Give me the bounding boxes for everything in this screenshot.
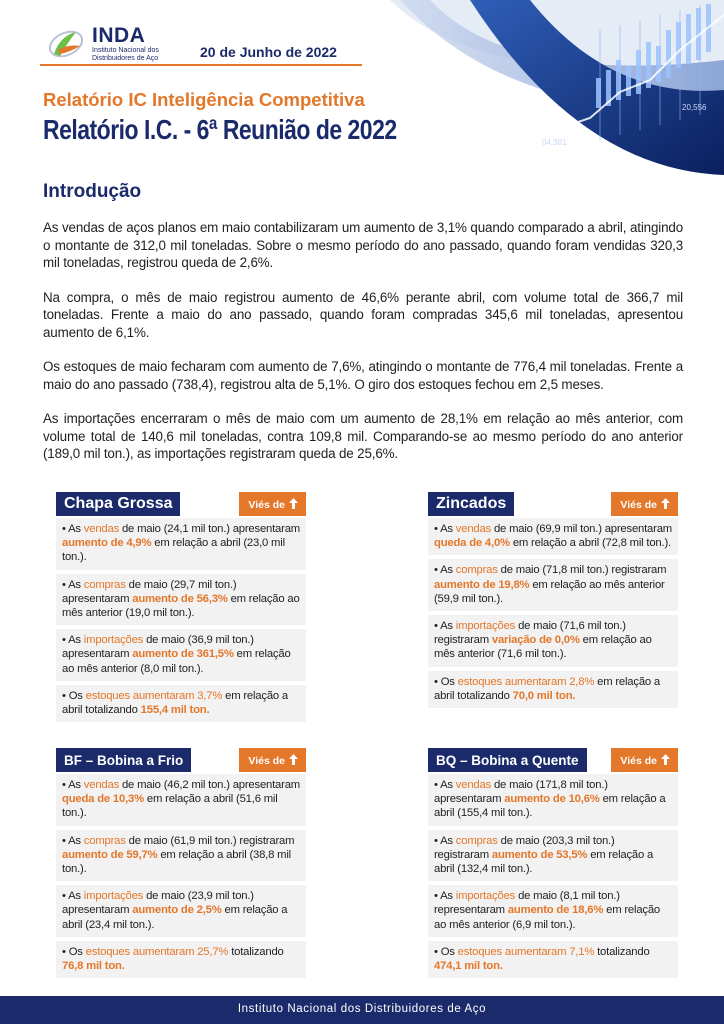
list-item: • As importações de maio (23,9 mil ton.) apresentaram aumento de 2,5% em relação a abril (23,4 mil ton.). bbox=[56, 885, 306, 937]
logo-title: INDA bbox=[92, 24, 146, 47]
footer-bar: Instituto Nacional dos Distribuidores de Aço bbox=[0, 996, 724, 1024]
card-title: BQ – Bobina a Quente bbox=[428, 748, 587, 772]
card-title: BF – Bobina a Frio bbox=[56, 748, 191, 772]
list-item: • Os estoques aumentaram 3,7% em relação a abril totalizando 155,4 mil ton. bbox=[56, 685, 306, 722]
list-item: • As importações de maio (8,1 mil ton.) representaram aumento de 18,6% em relação ao mês anterior (6,9 mil ton.). bbox=[428, 885, 678, 937]
svg-text:20,556: 20,556 bbox=[682, 103, 707, 112]
card-header bbox=[428, 748, 678, 772]
intro-paragraph: As importações encerraram o mês de maio com um aumento de 28,1% em relação ao mês anterior, com volume total de 140,6 mil toneladas, contra 109,8 mil. Comparando-se ao mesmo período do ano anterior (189,0 mil ton.), as importações registraram queda de 25,6%. bbox=[43, 411, 683, 461]
vies-badge: Viés de bbox=[611, 748, 678, 772]
logo-subtitle: Instituto Nacional dos Distribuidores de Aço bbox=[92, 47, 159, 62]
card-title: Chapa Grossa bbox=[56, 492, 180, 516]
report-kicker: Relatório IC Inteligência Competitiva bbox=[43, 89, 365, 110]
card-header bbox=[56, 748, 306, 772]
card-zincados bbox=[428, 492, 678, 708]
list-item: • As importações de maio (71,6 mil ton.) registraram variação de 0,0% em relação ao mês anterior (71,6 mil ton.). bbox=[428, 615, 678, 667]
intro-paragraph: Os estoques de maio fecharam com aumento de 7,6%, atingindo o montante de 776,4 mil toneladas. Frente a maio do ano passado (738,4), registrou alta de 5,1%. O giro dos estoques fechou em 2,5 meses. bbox=[43, 359, 683, 392]
list-item: • Os estoques aumentaram 2,8% em relação a abril totalizando 70,0 mil ton. bbox=[428, 671, 678, 708]
arrow-up-icon bbox=[289, 498, 298, 512]
card-bobina-quente bbox=[428, 748, 678, 978]
list-item: • As vendas de maio (171,8 mil ton.) apresentaram aumento de 10,6% em relação a abril (155,4 mil ton.). bbox=[428, 774, 678, 826]
vies-badge: Viés de bbox=[611, 492, 678, 516]
card-title: Zincados bbox=[428, 492, 514, 516]
intro-paragraph: As vendas de aços planos em maio contabilizaram um aumento de 3,1% quando comparado a abril, atingindo o montante de 312,0 mil toneladas. Sobre o mesmo período do ano passado, quando foram vendidas 320,3 mil toneladas, registrou queda de 2,6%. bbox=[43, 220, 683, 270]
header-divider bbox=[40, 64, 362, 66]
report-title: Relatório I.C. - 6ª Reunião de 2022 bbox=[43, 114, 397, 145]
list-item: • As compras de maio (71,8 mil ton.) registraram aumento de 19,8% em relação ao mês anterior (59,9 mil ton.). bbox=[428, 559, 678, 611]
svg-text:04.381: 04.381 bbox=[542, 138, 567, 147]
intro-paragraph: Na compra, o mês de maio registrou aumento de 46,6% perante abril, com volume total de 366,7 mil toneladas. Frente a maio do ano passado, quando foram compradas 345,6 mil toneladas, apresentou aumento de 6,1%. bbox=[43, 289, 683, 340]
list-item: • As importações de maio (36,9 mil ton.) apresentaram aumento de 361,5% em relação ao mês anterior (8,0 mil ton.). bbox=[56, 629, 306, 681]
card-chapa-grossa bbox=[56, 492, 306, 722]
inda-logo-mark-icon bbox=[46, 24, 86, 62]
arrow-up-icon bbox=[289, 754, 298, 768]
vies-badge: Viés de bbox=[239, 492, 306, 516]
inda-logo bbox=[46, 24, 206, 62]
arrow-up-icon bbox=[661, 498, 670, 512]
intro-heading: Introdução bbox=[43, 181, 142, 202]
report-date: 20 de Junho de 2022 bbox=[200, 44, 337, 60]
intro-text bbox=[43, 219, 683, 480]
list-item: • As vendas de maio (69,9 mil ton.) apresentaram queda de 4,0% em relação a abril (72,8 mil ton.). bbox=[428, 518, 678, 555]
arrow-up-icon bbox=[661, 754, 670, 768]
list-item: • Os estoques aumentaram 7,1% totalizando 474,1 mil ton. bbox=[428, 941, 678, 978]
list-item: • As compras de maio (61,9 mil ton.) registraram aumento de 59,7% em relação a abril (38,8 mil ton.). bbox=[56, 830, 306, 882]
card-header bbox=[56, 492, 306, 516]
list-item: • As vendas de maio (24,1 mil ton.) apresentaram aumento de 4,9% em relação a abril (23,0 mil ton.). bbox=[56, 518, 306, 570]
header-stock-chart-art bbox=[360, 0, 724, 175]
card-header bbox=[428, 492, 678, 516]
list-item: • As vendas de maio (46,2 mil ton.) apresentaram queda de 10,3% em relação a abril (51,6 mil ton.). bbox=[56, 774, 306, 826]
list-item: • Os estoques aumentaram 25,7% totalizando 76,8 mil ton. bbox=[56, 941, 306, 978]
list-item: • As compras de maio (203,3 mil ton.) registraram aumento de 53,5% em relação a abril (132,4 mil ton.). bbox=[428, 830, 678, 882]
list-item: • As compras de maio (29,7 mil ton.) apresentaram aumento de 56,3% em relação ao mês anterior (19,0 mil ton.). bbox=[56, 574, 306, 626]
card-bobina-frio bbox=[56, 748, 306, 978]
vies-badge: Viés de bbox=[239, 748, 306, 772]
